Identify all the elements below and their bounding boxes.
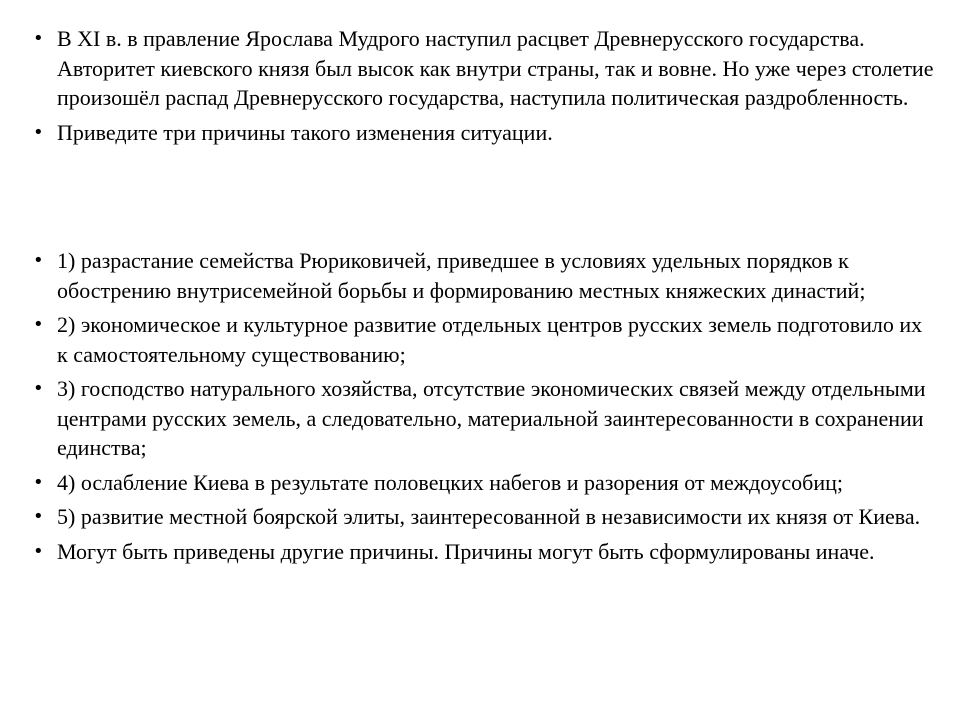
answer-text: 4) ослабление Киева в результате половецких набегов и разорения от междоусобиц; [57,469,843,495]
bullet-icon: • [33,314,44,335]
answer-item-4 [33,468,938,498]
bullet-icon: • [33,540,44,562]
answer-text: Могут быть приведены другие причины. Причины могут быть сформулированы иначе. [57,538,875,564]
answer-item-1 [33,246,938,305]
answer-list [33,246,938,571]
answer-text: 5) развитие местной боярской элиты, заинтересованной в независимости их князя от Киева. [57,504,921,529]
answer-item-3 [33,374,938,463]
bullet-icon: • [33,250,44,271]
answer-text: 1) разрастание семейства Рюриковичей, приведшее в условиях удельных порядков к обострению внутрисемейной борьбы и формированию местных княжеских династий; [57,248,866,303]
question-item-task [33,118,938,148]
question-text: В XI в. в правление Ярослава Мудрого наступил расцвет Древнерусского государства. Авторитет киевского князя был высок как внутри страны, так и вовне. Но уже через столетие произошёл распад Древнерусского государства, наступила политическая раздробленность. [57,26,934,110]
question-item-context [33,24,938,113]
answer-item-2 [33,310,938,369]
answer-text: 3) господство натурального хозяйства, отсутствие экономических связей между отдельными центрами русских земель, а следовательно, материальной заинтересованности в сохранении единства; [57,376,926,460]
answer-item-5 [33,502,938,532]
bullet-icon: • [33,121,44,143]
bullet-icon: • [33,28,44,49]
bullet-icon: • [33,378,44,399]
question-list [33,24,938,152]
question-text: Приведите три причины такого изменения ситуации. [57,119,553,145]
answer-item-note [33,537,938,567]
answer-text: 2) экономическое и культурное развитие отдельных центров русских земель подготовило их к самостоятельному существованию; [57,312,923,367]
bullet-icon: • [33,471,44,493]
bullet-icon: • [33,506,44,527]
